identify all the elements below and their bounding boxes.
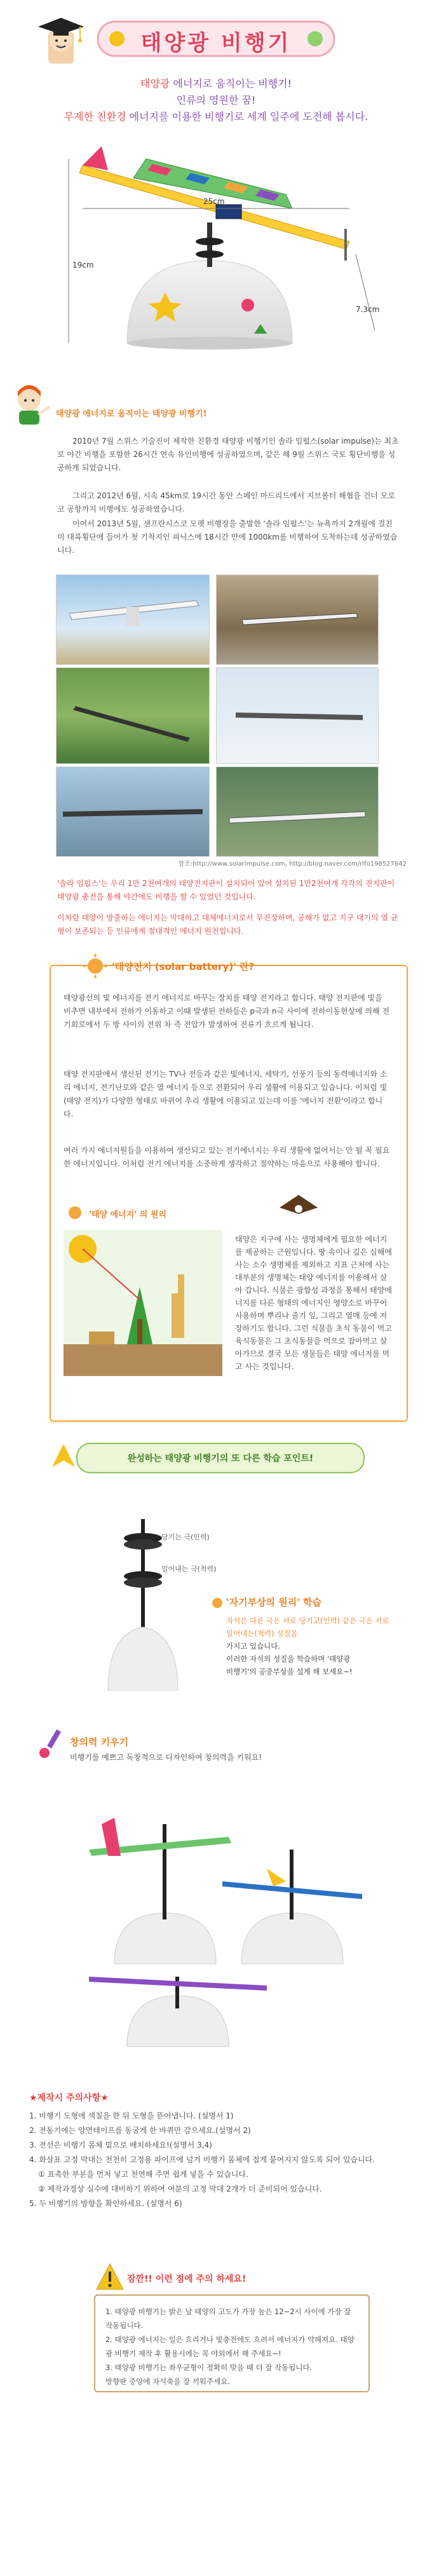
food-chain-illustration xyxy=(64,1230,222,1376)
impulse-photo-4 xyxy=(216,667,379,764)
principle-text: 태양은 지구에 사는 생명체에게 필요한 에너지를 제공하는 근원입니다. 땅 속이나 깊은 심해에 사는 소수 생명체를 제외하고 지표 근처에 사는 대부분의 생명체는 태양 에너지를 이용해서 살아 갑니다. 식물은 광합성 과정을 통해서 태양에너지를 다른 형태의 에너지인 영양소로 바꾸어 사용하며 뿌리나 줄기 잎, 그리고 열매 등에 저장하기도 합니다. 그런 식물을 초식 동물이 먹고 육식동물은 그 초식동물을 먹으로 잡아먹고 살아가므로 결국 모든 생물들은 태양 에너지를 먹고 사는 것입니다. xyxy=(235,1235,392,1371)
note-item: ① 표촉한 부분을 먼저 넣고 천연해 주면 쉽게 넣을 수 있습니다. xyxy=(38,2170,248,2179)
principle-heading: '태양 에너지' 의 원리 xyxy=(89,1210,167,1220)
sun-small-icon xyxy=(64,1201,86,1224)
battery-paragraph-1: 태양광선의 빛 에너지를 전기 에너지로 바꾸는 장치를 태양 전지라고 합니다. 태양 전지판에 빛을 비추면 내부에서 전하가 이동하고 이때 발생된 전하들은 p극과 n극 사이에 전하이동현상에 의해 전기회로에서 두 방 사이의 전위 차 즉 전압가 발생하여 전류가 흐르게 됩니다. xyxy=(64,993,390,1029)
sun-tiny-icon xyxy=(210,1595,225,1611)
impulse-paragraph-4: '솔라 임펄스'는 우리 1만 2천여개의 태양전지판이 설치되어 있어 설치된 1만2천여개 각각의 전지판이 태양광 충전을 통해 야간에도 비행을 할 수 있었던 것입니다. xyxy=(57,879,395,901)
paintbrush-icon xyxy=(36,1729,67,1761)
title-banner xyxy=(95,19,337,58)
note-item: 4. 화살표 고정 막대는 천천히 고정용 파이프에 넘겨 비행기 몸체에 접게 붙여지지 않도록 되어 있습니다. xyxy=(29,2155,375,2164)
battery-paragraph-2: 태양 전지판에서 생산된 전기는 TV나 전등과 같은 빛에너지, 세탁기, 선풍기 등의 동력에너지와 소리 에너지, 전기난로와 같은 열 에너지 등으로 전환되어 우리 생활에 이용되고 있습니다. 이처럼 빛(태양 전지)가 다양한 형태로 바뀌어 우리 생활에 이용되고 있는데 이를 '에너지 전환'이라고 합니다. xyxy=(64,1070,388,1119)
impulse-paragraph-5: 이처럼 태양이 방출하는 에너지는 막대하고 대체에너지로서 무진장하며, 공해가 없고 지구 대기의 열 균형이 보존되는 등 인류에게 절대적인 에너지 원천입니다. xyxy=(57,913,398,936)
creative-text: 비행기를 예쁘고 독창적으로 디자인하여 창의력을 키워요! xyxy=(70,1753,262,1762)
product-photo xyxy=(57,133,381,356)
sun-icon xyxy=(83,953,108,979)
dimension-height: 19cm xyxy=(72,261,94,269)
graduation-cap-icon xyxy=(36,13,86,69)
intro-line-1: 태양광 에너지로 움직이는 비행기! xyxy=(140,78,292,90)
magnet-heading: '자기부상의 원리' 학습 xyxy=(226,1597,322,1608)
warning-icon xyxy=(95,2263,125,2292)
note-item: 3. 전선은 비행기 몸체 밑으로 배치하세요!(설명서 3,4) xyxy=(29,2141,212,2150)
notes-heading: ★제작시 주의사항★ xyxy=(29,2093,109,2103)
ribbon-icon xyxy=(51,1443,76,1468)
impulse-photo-2 xyxy=(216,575,379,665)
photo-source: 참조:http://www.solarimpulse.com, http://blog.naver.com/rlfo198527642 xyxy=(178,861,407,868)
eagle-icon xyxy=(280,1195,318,1227)
magnet-text: 자석은 다른 극은 서로 당기고(인력) 같은 극은 서로 밀어내는(척력) 성질을 가지고 있습니다. 이러한 자석의 성질을 학습하며 '태양광 비행기'의 공중부상을 설계 해 보세요~! xyxy=(226,1616,389,1676)
tip-item: 1. 태양광 비행기는 밝은 날 태양의 고도가 가장 높은 12~2시 사이에 가장 잘 작동됩니다. xyxy=(105,2307,351,2330)
intro-line-3: 무제한 친환경 에너지를 이용한 비행기로 세계 일주에 도전해 봅시다. xyxy=(64,111,368,123)
battery-paragraph-3: 여러 가지 에너지원들을 이용하여 생산되고 있는 전기에너지는 우리 생활에 없어서는 안 될 꼭 필요한 에너지입니다. 이처럼 전기 에너지를 소중하게 생각하고 절약하는 마음으로 사용해야 합니다. xyxy=(64,1146,390,1168)
impulse-paragraph-1: 2010년 7월 스위스 기술진이 제작한 친환경 태양광 비행기인 솔라 임펄스(solar impulse)는 최초로 야간 비행을 포함한 26시간 연속 유인비행에 성공하였으며, 같은 해 9월 스위스 국토 횡단비행을 성공하게 되었습니다. xyxy=(57,437,399,472)
tips-heading: 잠깐!! 이런 점에 주의 하세요! xyxy=(127,2274,246,2284)
note-item: 2. 전동기에는 양면테이프를 동굴게 한 바퀴만 감으세요.(설명서 2) xyxy=(29,2126,251,2135)
impulse-heading: 태양광 에너지로 움직이는 태양광 비행기! xyxy=(56,409,207,419)
tips-panel xyxy=(94,2294,370,2392)
page-title: 태양광 비행기 xyxy=(140,31,292,56)
intro-line-2: 인류의 영원한 꿈! xyxy=(176,94,256,106)
impulse-photo-1 xyxy=(56,575,210,665)
impulse-paragraph-3: 이어서 2013년 5월, 샌프란시스코 모펫 비행장을 출발한 '솔라 임펄스'는 뉴욕까지 2개월에 걸친 미 대륙횡단에 들어가 첫 기착지인 피닉스에 18시간 만에 1000km를 비행하여 도착하는데 성공하였습니다. xyxy=(57,519,398,555)
girl-pointing-icon xyxy=(13,381,51,427)
repel-label: 밀어내는 극(척력) xyxy=(161,1565,217,1573)
tip-item: 방향판 중앙에 자석축을 잘 끼워주세요. xyxy=(105,2377,231,2386)
impulse-photo-3 xyxy=(56,667,210,764)
learning-banner: 완성하는 태양광 비행기의 또 다른 학습 포인트! xyxy=(76,1443,365,1473)
attract-label: 당기는 극(인력) xyxy=(161,1533,210,1541)
creative-planes-photo xyxy=(76,1773,368,2053)
note-item: 1. 비행기 도형에 색칠을 한 뒤 도형을 뜯어냅니다. (설명서 1) xyxy=(29,2111,234,2120)
creative-heading: 창의력 키우기 xyxy=(70,1736,129,1748)
impulse-photo-5 xyxy=(56,767,210,857)
notes-list xyxy=(29,2109,404,2211)
dimension-width: 7.3cm xyxy=(356,305,380,314)
tip-item: 3. 태양광 비행기는 좌우균형이 정확히 맞을 때 더 잘 작동됩니다. xyxy=(105,2363,313,2372)
impulse-photo-6 xyxy=(216,767,379,857)
note-item: 5. 두 비행기의 방향을 확인하세요. (설명서 6) xyxy=(29,2199,182,2208)
tip-item: 2. 태양광 에너지는 일은 흐리거나 빛충전에도 흐려서 에너지가 약해져요. 태양광 비행기 제작 후 활용시에는 꼭 야외에서 해 주세요~! xyxy=(105,2335,354,2358)
battery-heading: '태양전지 (solar battery)' 란? xyxy=(112,961,255,972)
impulse-paragraph-2: 그리고 2012년 6월, 시속 45km로 19시간 동안 스페인 마드리드에서 지브롤터 해협을 건너 모로코 공항까지 비행에도 성공하였습니다. xyxy=(57,491,395,514)
dimension-length: 25cm xyxy=(203,197,225,206)
note-item: ② 제작과정상 실수에 대비하기 위하여 여분의 고정 막대 2개가 더 준비되어 있습니다. xyxy=(38,2184,322,2193)
